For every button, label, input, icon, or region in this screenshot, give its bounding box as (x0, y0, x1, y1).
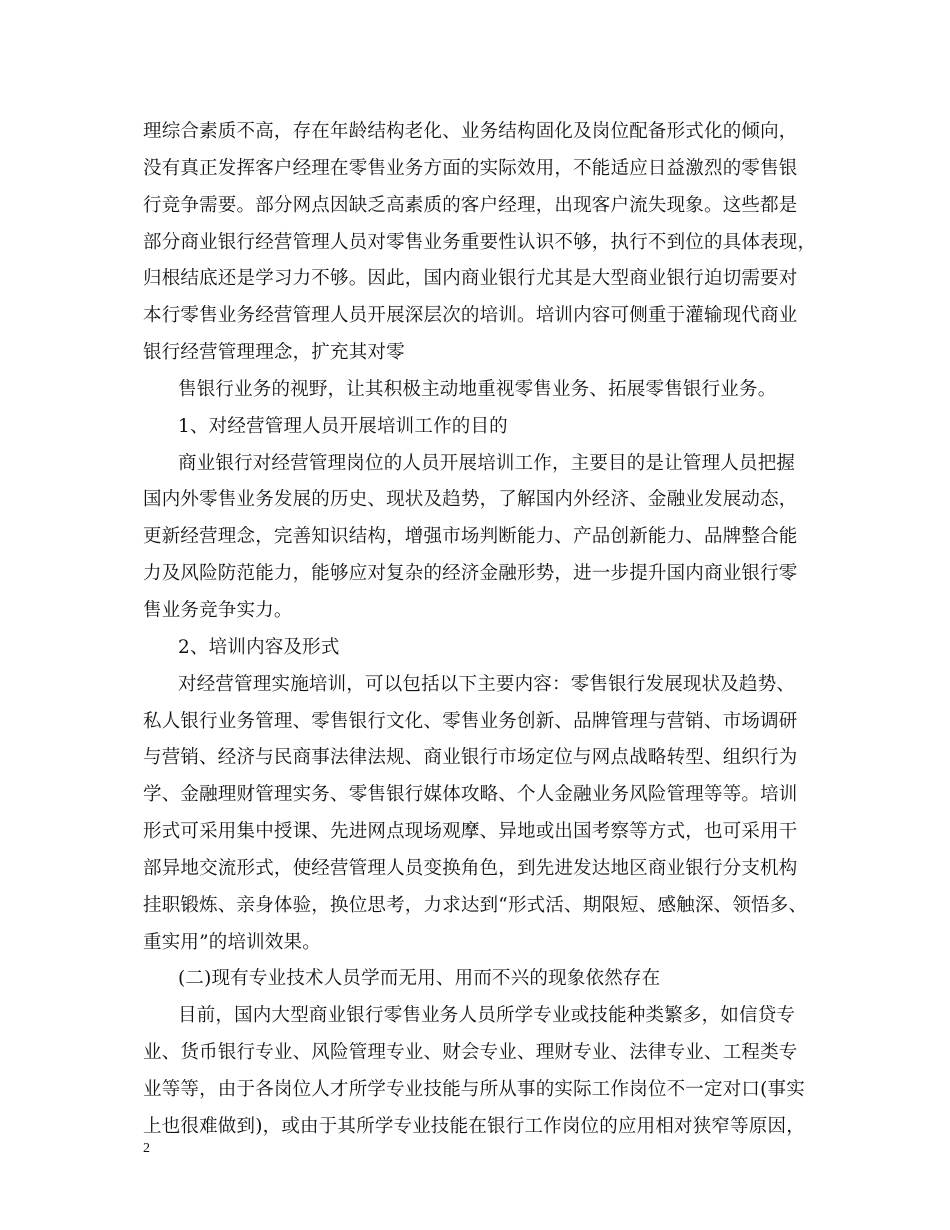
text-line: 归根结底还是学习力不够。因此，国内商业银行尤其是大型商业银行迫切需要对 (143, 268, 798, 290)
text-line: 重实用”的培训效果。 (143, 931, 321, 953)
text-line: 银行经营管理理念，扩充其对零 (143, 342, 405, 364)
text-line: 对经营管理实施培训，可以包括以下主要内容：零售银行发展现状及趋势、 (178, 673, 796, 695)
text-line: 形式可采用集中授课、先进网点现场观摩、异地或出国考察等方式，也可采用干 (143, 821, 798, 843)
text-line: 部异地交流形式，使经营管理人员变换角色，到先进发达地区商业银行分支机构 (143, 857, 798, 879)
text-line: 与营销、经济与民商事法律法规、商业银行市场定位与网点战略转型、组织行为 (143, 747, 798, 769)
text-line: 更新经营理念，完善知识结构，增强市场判断能力、产品创新能力、品牌整合能 (143, 526, 798, 548)
text-line: 业等等，由于各岗位人才所学专业技能与所从事的实际工作岗位不一定对口(事实 (143, 1078, 805, 1100)
text-line: 学、金融理财管理实务、零售银行媒体攻略、个人金融业务风险管理等等。培训 (143, 784, 798, 806)
text-line: 理综合素质不高，存在年龄结构老化、业务结构固化及岗位配备形式化的倾向， (143, 121, 798, 142)
text-line: 1、对经营管理人员开展培训工作的目的 (178, 415, 508, 437)
text-line: 私人银行业务管理、零售银行文化、零售业务创新、品牌管理与营销、市场调研 (143, 710, 798, 732)
text-line: 商业银行对经营管理岗位的人员开展培训工作，主要目的是让管理人员把握 (178, 452, 796, 474)
text-line: 没有真正发挥客户经理在零售业务方面的实际效用，不能适应日益激烈的零售银 (143, 157, 798, 179)
text-line: 本行零售业务经营管理人员开展深层次的培训。培训内容可侧重于灌输现代商业 (143, 305, 798, 327)
text-line: 业、货币银行专业、风险管理专业、财会专业、理财专业、法律专业、工程类专 (143, 1042, 798, 1064)
page-number: 2 (143, 1141, 150, 1156)
text-line: 上也很难做到)，或由于其所学专业技能在银行工作岗位的应用相对狭窄等原因， (143, 1115, 805, 1137)
text-line: (二)现有专业技术人员学而无用、用而不兴的现象依然存在 (178, 968, 661, 990)
text-line: 售银行业务的视野，让其积极主动地重视零售业务、拓展零售银行业务。 (178, 378, 777, 400)
text-line: 行竞争需要。部分网点因缺乏高素质的客户经理，出现客户流失现象。这些都是 (143, 194, 798, 216)
body-text (143, 114, 823, 1146)
text-line: 目前，国内大型商业银行零售业务人员所学专业或技能种类繁多，如信贷专 (178, 1005, 796, 1027)
text-line: 挂职锻炼、亲身体验，换位思考，力求达到“形式活、期限短、感触深、领悟多、 (143, 894, 808, 916)
text-line: 力及风险防范能力，能够应对复杂的经济金融形势，进一步提升国内商业银行零 (143, 563, 798, 585)
text-line: 2、培训内容及形式 (178, 636, 340, 658)
text-line: 部分商业银行经营管理人员对零售业务重要性认识不够，执行不到位的具体表现， (143, 231, 817, 253)
text-line: 国内外零售业务发展的历史、现状及趋势，了解国内外经济、金融业发展动态， (143, 489, 798, 511)
text-line: 售业务竞争实力。 (143, 599, 293, 621)
